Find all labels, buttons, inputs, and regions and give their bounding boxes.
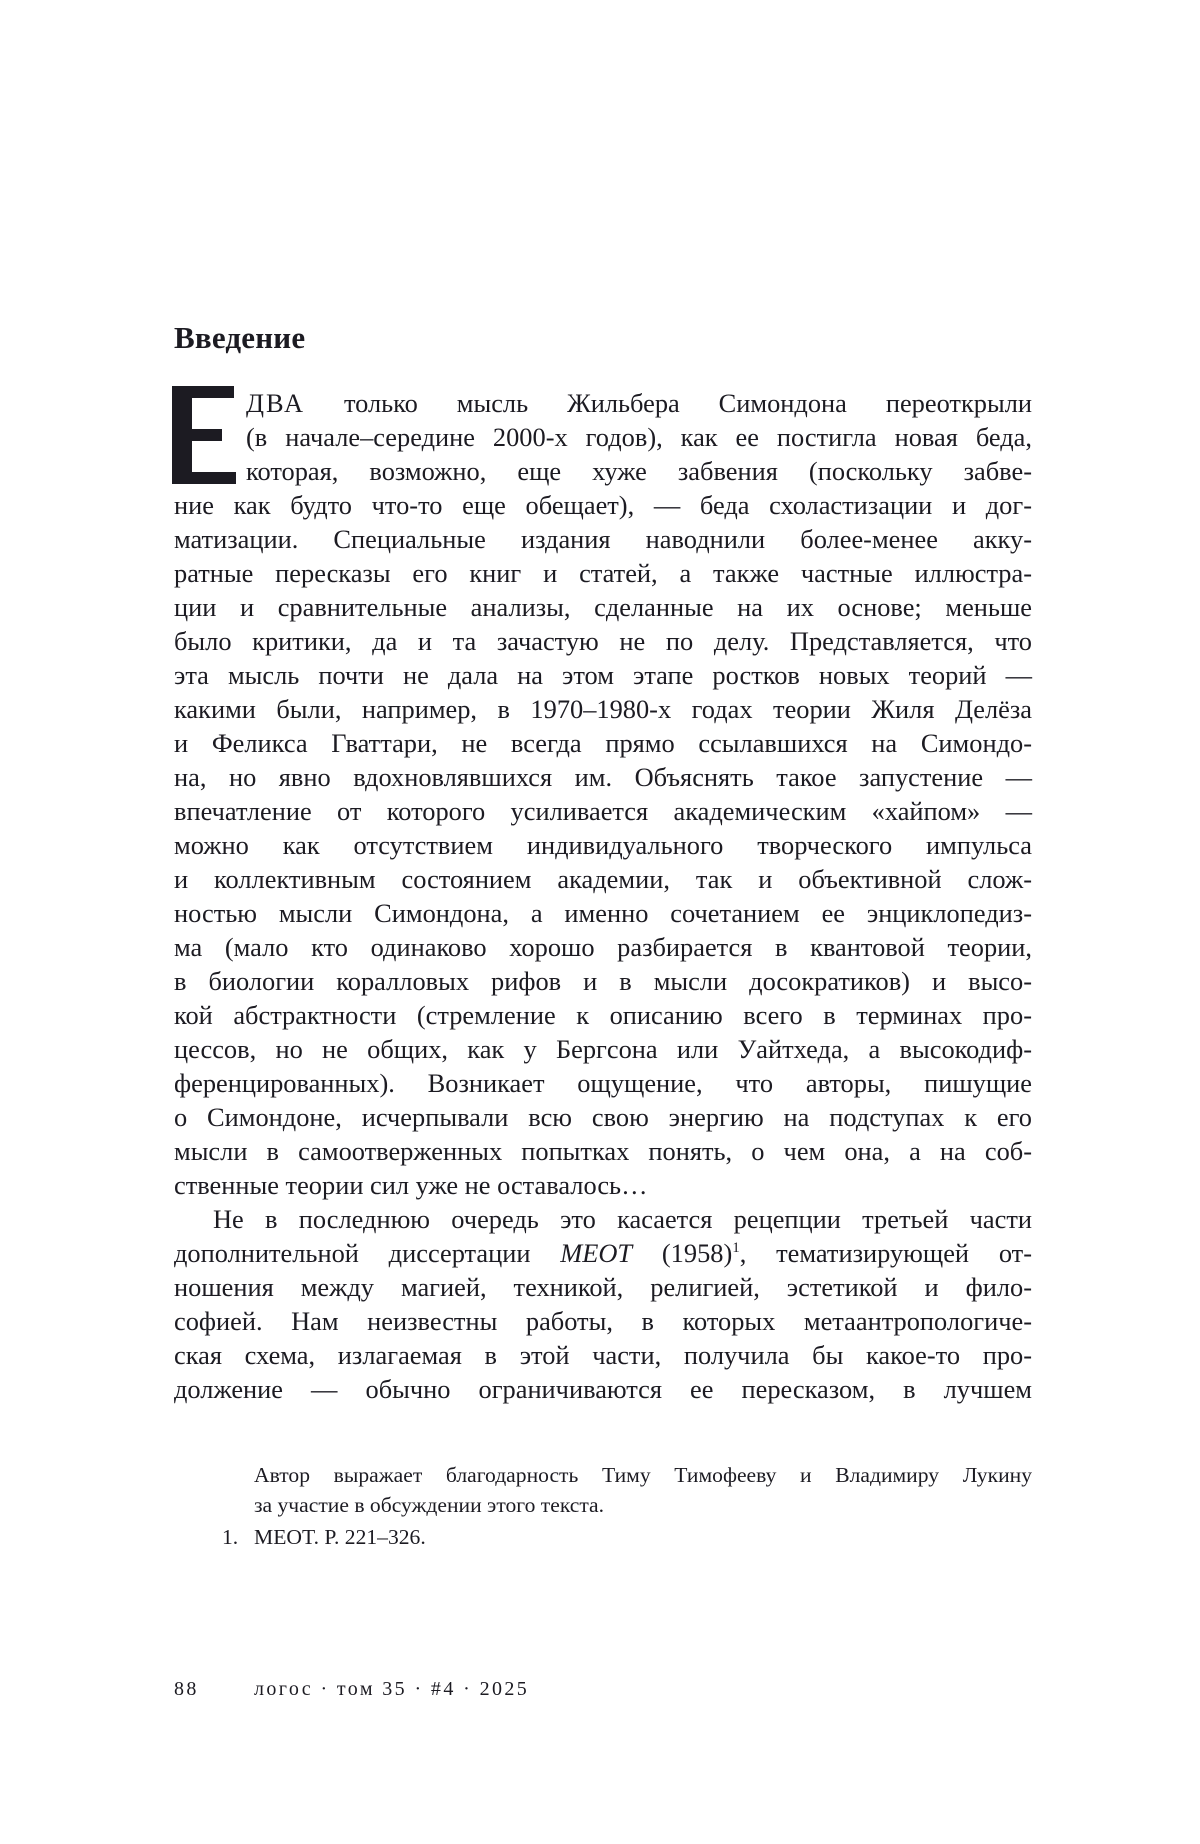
body-line: цессов, но не общих, как у Бергсона или Уайтхеда, а высокодиф- [174, 1034, 1032, 1064]
body-line: ратные пересказы его книг и статей, а также частные иллюстра- [174, 558, 1032, 588]
running-footer-journal: логос · том 35 · #4 · 2025 [254, 1678, 530, 1700]
body-line: кой абстрактности (стремление к описанию всего в терминах про- [174, 1000, 1032, 1030]
body-line: ственные теории сил уже не оставалось… [174, 1170, 648, 1200]
drop-cap-glyph [172, 386, 236, 484]
opening-word: ДВА [246, 388, 305, 418]
acknowledgement-note: Автор выражает благодарность Тиму Тимофееву и Владимиру Лукину [254, 1463, 1032, 1487]
page-number: 88 [174, 1678, 199, 1700]
body-line: ностью мысли Симондона, а именно сочетанием ее энциклопедиз- [174, 898, 1032, 928]
body-line: мысли в самоотверженных попытках понять, о чем она, а на соб- [174, 1136, 1032, 1166]
acknowledgement-note: за участие в обсуждении этого текста. [254, 1493, 605, 1517]
body-line: должение — обычно ограничиваются ее пересказом, в лучшем [174, 1374, 1032, 1404]
body-line: в биологии коралловых рифов и в мысли досократиков) и высо- [174, 966, 1032, 996]
body-line: о Симондоне, исчерпывали всю свою энергию на подступах к его [174, 1102, 1032, 1132]
section-heading: Введение [174, 320, 306, 355]
footnote-reference[interactable]: 1 [732, 1240, 740, 1257]
body-line-text: дополнительной диссертации [174, 1238, 561, 1268]
body-line: какими были, например, в 1970–1980-х годах теории Жиля Делёза [174, 694, 1032, 724]
work-title: MEOT [560, 1238, 633, 1268]
body-line: и Феликса Гваттари, не всегда прямо ссылавшихся на Симондо- [174, 728, 1032, 758]
body-line: которая, возможно, еще хуже забвения (поскольку забве- [246, 456, 1032, 486]
body-line: на, но явно вдохновлявшихся им. Объяснять такое запустение — [174, 762, 1032, 792]
body-line [174, 1236, 1032, 1270]
body-line: Не в последнюю очередь это касается рецепции третьей части [213, 1204, 1032, 1234]
body-line: софией. Нам неизвестны работы, в которых метаантропологиче- [174, 1306, 1032, 1336]
body-line: ношения между магией, техникой, религией, эстетикой и фило- [174, 1272, 1032, 1302]
body-line-text: (1958) [632, 1238, 733, 1268]
body-line: ференцированных). Возникает ощущение, что авторы, пишущие [174, 1068, 1032, 1098]
body-line: было критики, да и та зачастую не по делу. Представляется, что [174, 626, 1032, 656]
body-line: эта мысль почти не дала на этом этапе ростков новых теорий — [174, 660, 1032, 690]
body-line: ская схема, излагаемая в этой части, получила бы какое-то про- [174, 1340, 1032, 1370]
footnote-text: MEOT. P. 221–326. [254, 1525, 426, 1549]
body-line: ние как будто что-то еще обещает), — беда схоластизации и дог- [174, 490, 1032, 520]
body-line: и коллективным состоянием академии, так и объективной слож- [174, 864, 1032, 894]
body-line: матизации. Специальные издания наводнили более-менее акку- [174, 524, 1032, 554]
body-line-text: , тематизирующей от- [739, 1238, 1032, 1268]
footnote-number: 1. [222, 1525, 239, 1549]
body-line-text: только мысль Жильбера Симондона переоткрыли [343, 388, 1032, 418]
body-line [246, 386, 1032, 420]
body-line: ма (мало кто одинаково хорошо разбирается в квантовой теории, [174, 932, 1032, 962]
body-line: можно как отсутствием индивидуального творческого импульса [174, 830, 1032, 860]
body-line: впечатление от которого усиливается академическим «хайпом» — [174, 796, 1032, 826]
body-line: (в начале–середине 2000-х годов), как ее постигла новая беда, [246, 422, 1032, 452]
body-line: ции и сравнительные анализы, сделанные на их основе; меньше [174, 592, 1032, 622]
drop-cap [172, 386, 236, 484]
